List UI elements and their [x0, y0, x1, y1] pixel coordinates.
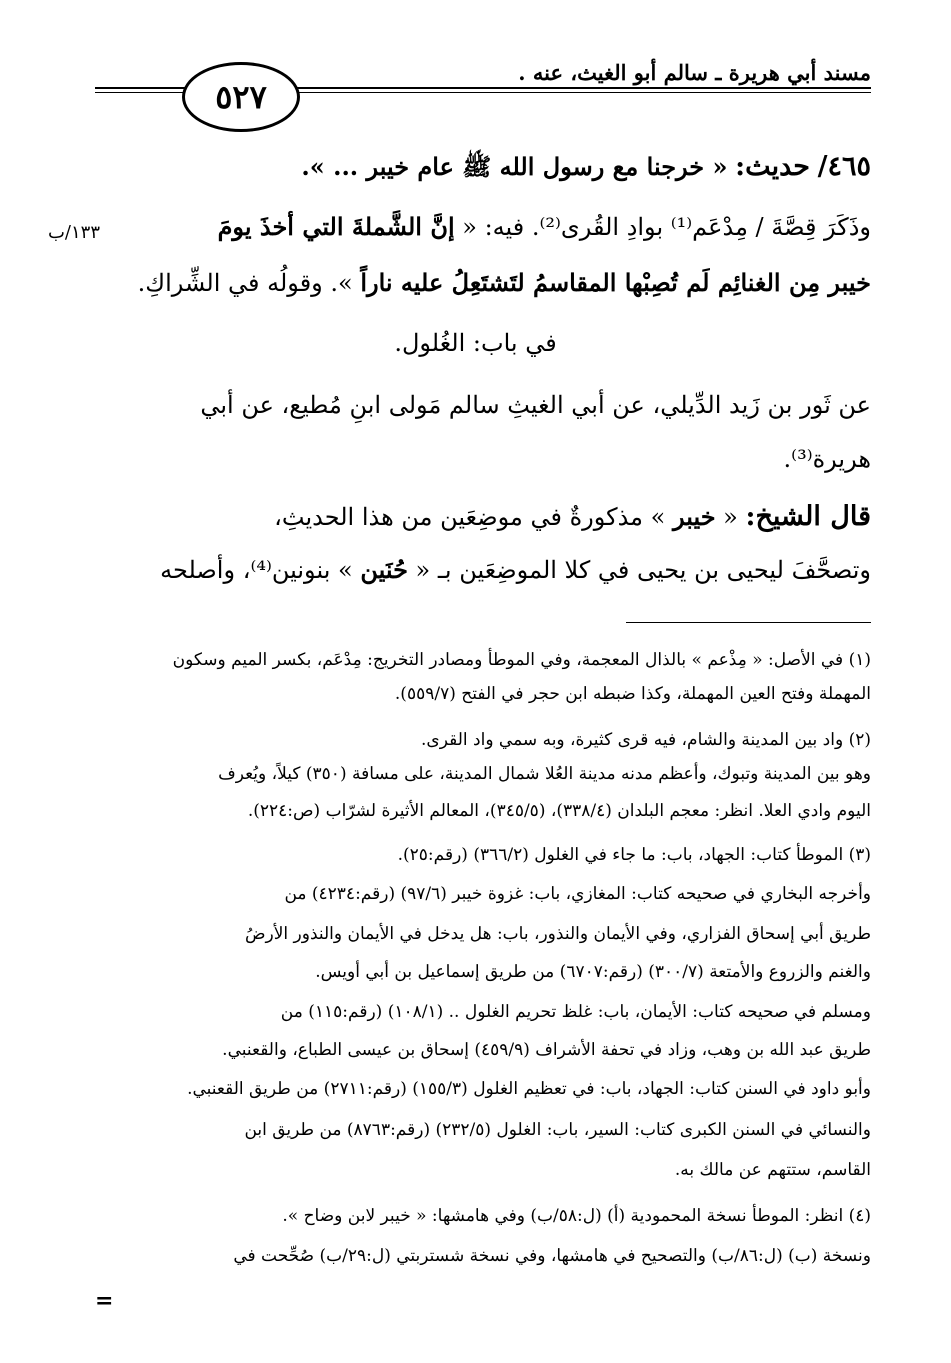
footnote-line: وأبو داود في السنن كتاب: الجهاد، باب: في تعظيم الغلول (١٥٥/٣) (رقم:٢٧١١) من طريق القعنبي. [187, 1079, 871, 1099]
page-number-badge: ٥٢٧ [182, 62, 300, 132]
footnote-line: اليوم وادي العلا. انظر: معجم البلدان (٣٣٨/٤)، (٣٤٥/٥)، المعالم الأثيرة لشرّاب (ص:٢٢٤). [247, 801, 871, 821]
footnote-line: وأخرجه البخاري في صحيحه كتاب: المغازي، باب: غزوة خيبر (٩٧/٦) (رقم:٤٢٣٤) من [284, 884, 871, 904]
keyword-hunayn: حُنَين [360, 555, 408, 584]
footnote-line: والغنم والزروع والأمتعة (٣٠٠/٧) (رقم:٦٧٠٧) من طريق إسماعيل بن أبي أويس. [315, 962, 871, 982]
running-title: مسند أبي هريرة ـ سالم أبو الغيث، عنه . [518, 60, 871, 85]
footnote-line: طريق أبي إسحاق الفزاري، وفي الأيمان والنذور، باب: هل يدخل في الأيمان والنذور الأرضُ [244, 924, 871, 944]
body-text: » مذكورةٌ في موضِعَين من هذا الحديثِ، [274, 503, 673, 531]
body-text-bold: خيبر مِن الغنائِم لَم تُصِبْها المقاسمُ لتَشتَعِلُ عليه ناراً [360, 268, 871, 297]
footnote-line: القاسم، ستتهم عن مالك به. [674, 1160, 871, 1180]
body-line [138, 268, 871, 298]
footnote-line: المهملة وفتح العين المهملة، وكذا ضبطه ابن حجر في الفتح (٥٥٩/٧). [394, 684, 871, 704]
footnote-line: (٢) واد بين المدينة والشام، فيه قرى كثيرة، وبه سمي واد القرى. [421, 730, 871, 750]
footnote-line: (٤) انظر: الموطأ نسخة المحمودية (أ) (ل:٥٨/ب) وفي هامشها: « خيبر لابن وضاح ». [282, 1206, 871, 1226]
body-line [160, 555, 871, 585]
body-text: وتصحَّفَ ليحيى بن يحيى في كلا الموضِعَين بـ « [407, 556, 871, 584]
hadith-label: حديث: [735, 151, 810, 182]
footnote-line: طريق عبد الله بن وهب، وزاد في تحفة الأشراف (٤٥٩/٩) إسحاق بن عيسى الطباع، والقعنبي. [222, 1040, 871, 1060]
continuation-mark: = [95, 1288, 114, 1314]
quote-mark: « [715, 503, 746, 531]
margin-folio-note: ١٣٣/ب [47, 222, 100, 243]
footnote-separator [626, 622, 871, 623]
chapter-line: في باب: الغُلول. [394, 329, 557, 357]
hadith-incipit: « خرجنا مع رسول الله ﷺ عام خيبر ... ». [301, 152, 728, 181]
footnote-line: وهو بين المدينة وتبوك، وأعظم مدنه مدينة العُلا شمال المدينة، على مسافة (٣٥٠) كيلاً، ويُعرف [218, 764, 871, 784]
footnote-line: ونسخة (ب) (ل:٨٦/ب) والتصحيح في هامشها، وفي نسخة شستربتي (ل:٢٩/ب) صُحِّحت في [233, 1246, 871, 1266]
footnote-line: ومسلم في صحيحه كتاب: الأيمان، باب: غلظ تحريم الغلول .. (١٠٨/١) (رقم:١١٥) من [280, 1002, 871, 1022]
isnad-line: عن ثَور بن زَيد الدِّيلي، عن أبي الغيثِ سالم مَولى ابنِ مُطيع، عن أبي [200, 391, 871, 419]
keyword-khaybar: خيبر [672, 502, 716, 531]
sheikh-comment-line [274, 500, 871, 534]
isnad-line-end: هريرة⁽³⁾. [783, 445, 871, 473]
footnote-line: والنسائي في السنن الكبرى كتاب: السير، باب: الغلول (٢٣٢/٥) (رقم:٨٧٦٣) من طريق ابن [244, 1120, 871, 1140]
sheikh-label: قال الشيخ: [745, 501, 871, 532]
body-text: وذَكَرَ قِصَّةَ / مِدْعَم⁽¹⁾ بوادِ القُرى⁽²⁾. فيه: « [454, 213, 871, 241]
body-line [218, 212, 871, 242]
body-text: » بنونين⁽⁴⁾، وأصلحه [160, 556, 361, 584]
footnote-line: (١) في الأصل: « مِذْعم » بالذال المعجمة، وفي الموطأ ومصادر التخريج: مِدْعَم، بكسر الميم وسكون [172, 650, 871, 670]
hadith-number: ٤٦٥/ [817, 151, 871, 182]
body-text-bold: إنَّ الشَّملةَ التي أخذَ يومَ [217, 212, 455, 241]
hadith-heading-line [301, 150, 871, 184]
body-text: ». وقولُه في الشِّراكِ. [137, 269, 361, 297]
footnote-line: (٣) الموطأ كتاب: الجهاد، باب: ما جاء في الغلول (٣٦٦/٢) (رقم:٢٥). [397, 845, 871, 865]
